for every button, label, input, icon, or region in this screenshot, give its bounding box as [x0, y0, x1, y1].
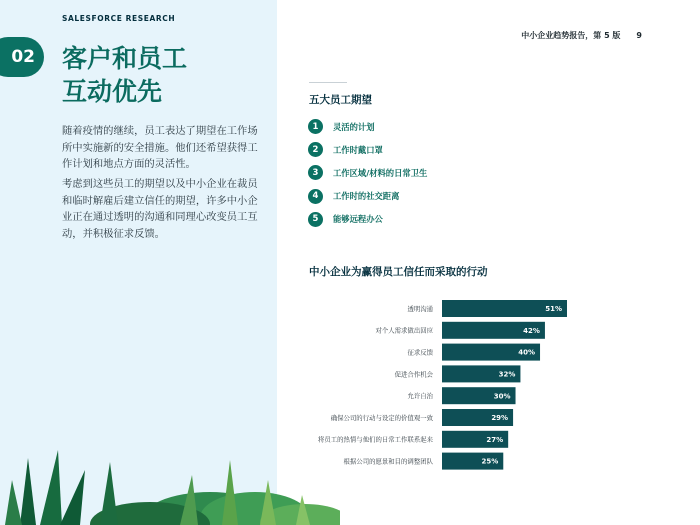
brand-label: SALESFORCE RESEARCH [62, 14, 176, 23]
bar-category-label: 确保公司的行动与设定的价值观一致 [330, 413, 433, 422]
section-number-badge [0, 37, 44, 77]
divider-rule [309, 82, 347, 83]
trust-actions-bar-chart [270, 296, 610, 481]
list-item [308, 212, 427, 227]
list-item [308, 165, 427, 180]
expectations-title: 五大员工期望 [309, 94, 372, 106]
intro-paragraph-1: 随着疫情的继续，员工表达了期望在工作场所中实施新的安全措施。他们还希望获得工作计划和地点方面的灵活性。 [62, 125, 258, 170]
bar-value-label: 42% [523, 326, 540, 335]
fern-leaf [40, 450, 62, 525]
expectation-label: 工作时戴口罩 [333, 144, 383, 155]
expectation-label: 灵活的计划 [333, 121, 375, 132]
number-circle: 1 [308, 119, 323, 134]
expectations-list [308, 119, 427, 235]
bar-category-label: 将员工的热情与他们的日常工作联系起来 [317, 435, 433, 444]
bar-value-label: 30% [493, 392, 511, 401]
fern-leaf [100, 462, 118, 525]
bar-value-label: 51% [545, 305, 562, 314]
expectation-label: 能够远程办公 [333, 214, 383, 225]
fern-leaf [5, 480, 22, 525]
list-item [308, 119, 427, 134]
report-header [521, 30, 642, 41]
number-circle: 3 [308, 165, 323, 180]
number-circle: 4 [308, 189, 323, 204]
list-item [308, 189, 427, 204]
section-title-line-2: 互动优先 [62, 77, 163, 106]
bar-value-label: 40% [518, 348, 536, 357]
page-number: 9 [636, 31, 642, 40]
bar-category-label: 征求反馈 [407, 348, 433, 357]
section-title-line-1: 客户和员工 [62, 44, 188, 73]
chart-title: 中小企业为赢得员工信任而采取的行动 [309, 266, 488, 278]
expectation-label: 工作区域/材料的日常卫生 [333, 167, 428, 178]
report-title: 中小企业趋势报告，第 5 版 [521, 31, 621, 40]
bar-value-label: 27% [486, 435, 504, 444]
number-circle: 2 [308, 142, 323, 157]
bar-value-label: 29% [491, 414, 509, 423]
intro-paragraph-2: 考虑到这些员工的期望以及中小企业在裁员和临时解雇后建立信任的期望，许多中小企业正在通过透明的沟通和同理心改变员工互动，并积极征求反馈。 [62, 178, 258, 240]
section-title [62, 42, 267, 108]
expectation-label: 工作时的社交距离 [333, 191, 400, 202]
section-number: 02 [11, 47, 35, 67]
fern-leaf [60, 470, 85, 525]
bar-category-label: 透明沟通 [407, 304, 433, 313]
fern-leaf [222, 460, 238, 525]
bar-value-label: 25% [481, 457, 499, 466]
bar-category-label: 对个人需求做出回应 [375, 326, 433, 335]
list-item [308, 142, 427, 157]
bar-value-label: 32% [498, 370, 516, 379]
fern-leaf [20, 458, 36, 525]
bar-category-label: 允许自治 [407, 392, 433, 401]
bar-category-label: 根据公司的愿景和目的调整团队 [343, 457, 433, 466]
number-circle: 5 [308, 212, 323, 227]
bar-category-label: 促进合作机会 [394, 370, 433, 379]
